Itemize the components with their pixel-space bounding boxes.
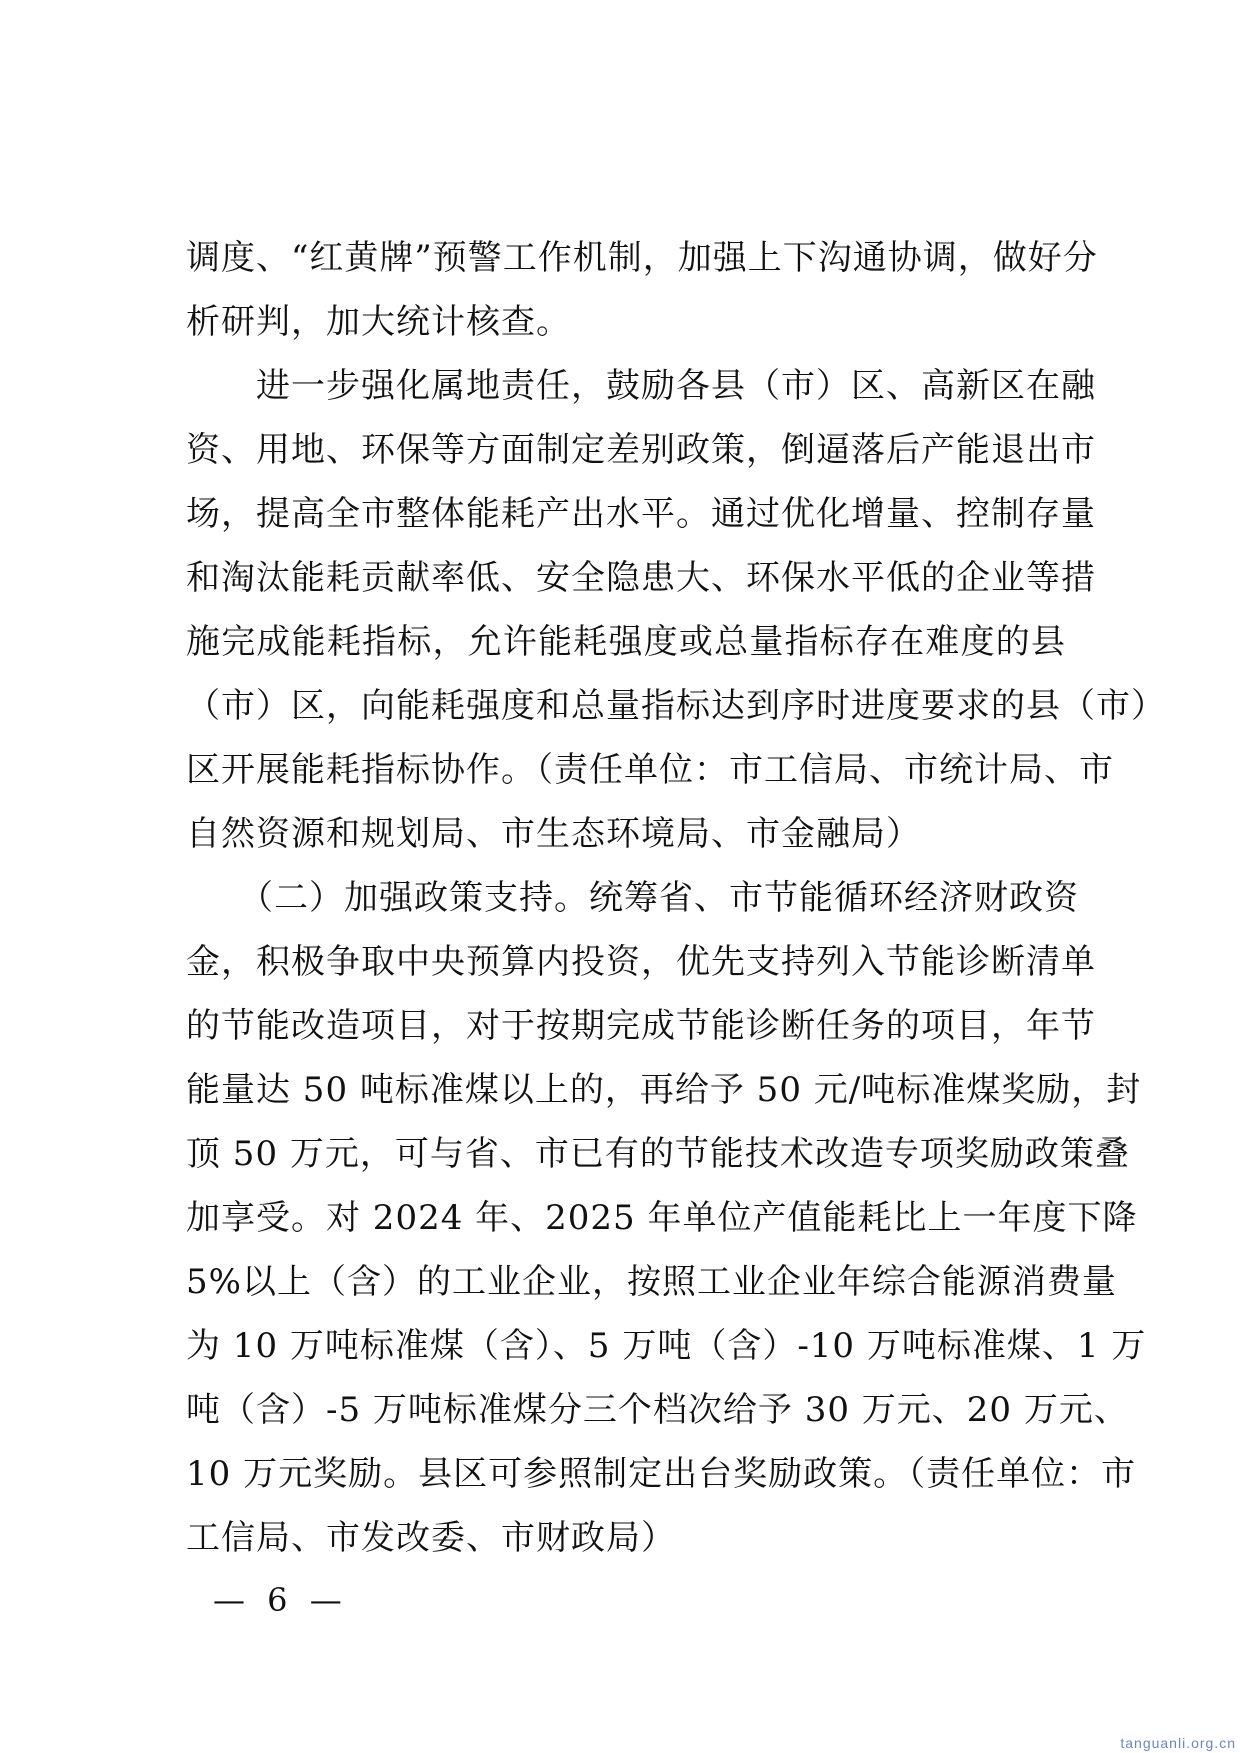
text-line: 区开展能耗指标协作。（责任单位：市工信局、市统计局、市: [186, 750, 1114, 790]
text-line: 施完成能耗指标，允许能耗强度或总量指标存在难度的县: [186, 622, 1066, 662]
watermark: tanguanli.org.cn: [1120, 1735, 1236, 1751]
text-line: 5%以上（含）的工业企业，按照工业企业年综合能源消费量: [186, 1262, 1117, 1302]
text-line: 吨（含）-5 万吨标准煤分三个档次给予 30 万元、20 万元、: [186, 1390, 1129, 1430]
text-line: 自然资源和规划局、市生态环境局、市金融局）: [186, 814, 921, 854]
page-number: — 6 —: [213, 1581, 348, 1619]
text-line: 金，积极争取中央预算内投资，优先支持列入节能诊断清单: [186, 942, 1096, 982]
text-line: 和淘汰能耗贡献率低、安全隐患大、环保水平低的企业等措: [186, 558, 1096, 598]
text-line: （市）区，向能耗强度和总量指标达到序时进度要求的县（市）: [186, 686, 1166, 726]
document-body: [186, 226, 1166, 1570]
text-line: 顶 50 万元，可与省、市已有的节能技术改造专项奖励政策叠: [186, 1134, 1130, 1174]
text-line: 加享受。对 2024 年、2025 年单位产值能耗比上一年度下降: [186, 1198, 1138, 1238]
text-line: 能量达 50 吨标准煤以上的，再给予 50 元/吨标准煤奖励，封: [186, 1070, 1142, 1110]
text-line: 10 万元奖励。县区可参照制定出台奖励政策。（责任单位：市: [186, 1454, 1137, 1494]
text-line: （二）加强政策支持。统筹省、市节能循环经济财政资: [186, 878, 1079, 918]
text-line: 场，提高全市整体能耗产出水平。通过优化增量、控制存量: [186, 494, 1096, 534]
text-line: 资、用地、环保等方面制定差别政策，倒逼落后产能退出市: [186, 430, 1096, 470]
text-line: 析研判，加大统计核查。: [186, 302, 571, 342]
text-line: 工信局、市发改委、市财政局）: [186, 1518, 676, 1558]
text-line: 为 10 万吨标准煤（含）、5 万吨（含）-10 万吨标准煤、1 万: [186, 1326, 1147, 1366]
text-line: 进一步强化属地责任，鼓励各县（市）区、高新区在融: [186, 366, 1096, 406]
text-line: 的节能改造项目，对于按期完成节能诊断任务的项目，年节: [186, 1006, 1096, 1046]
text-line: 调度、“红黄牌”预警工作机制，加强上下沟通协调，做好分: [186, 238, 1098, 278]
